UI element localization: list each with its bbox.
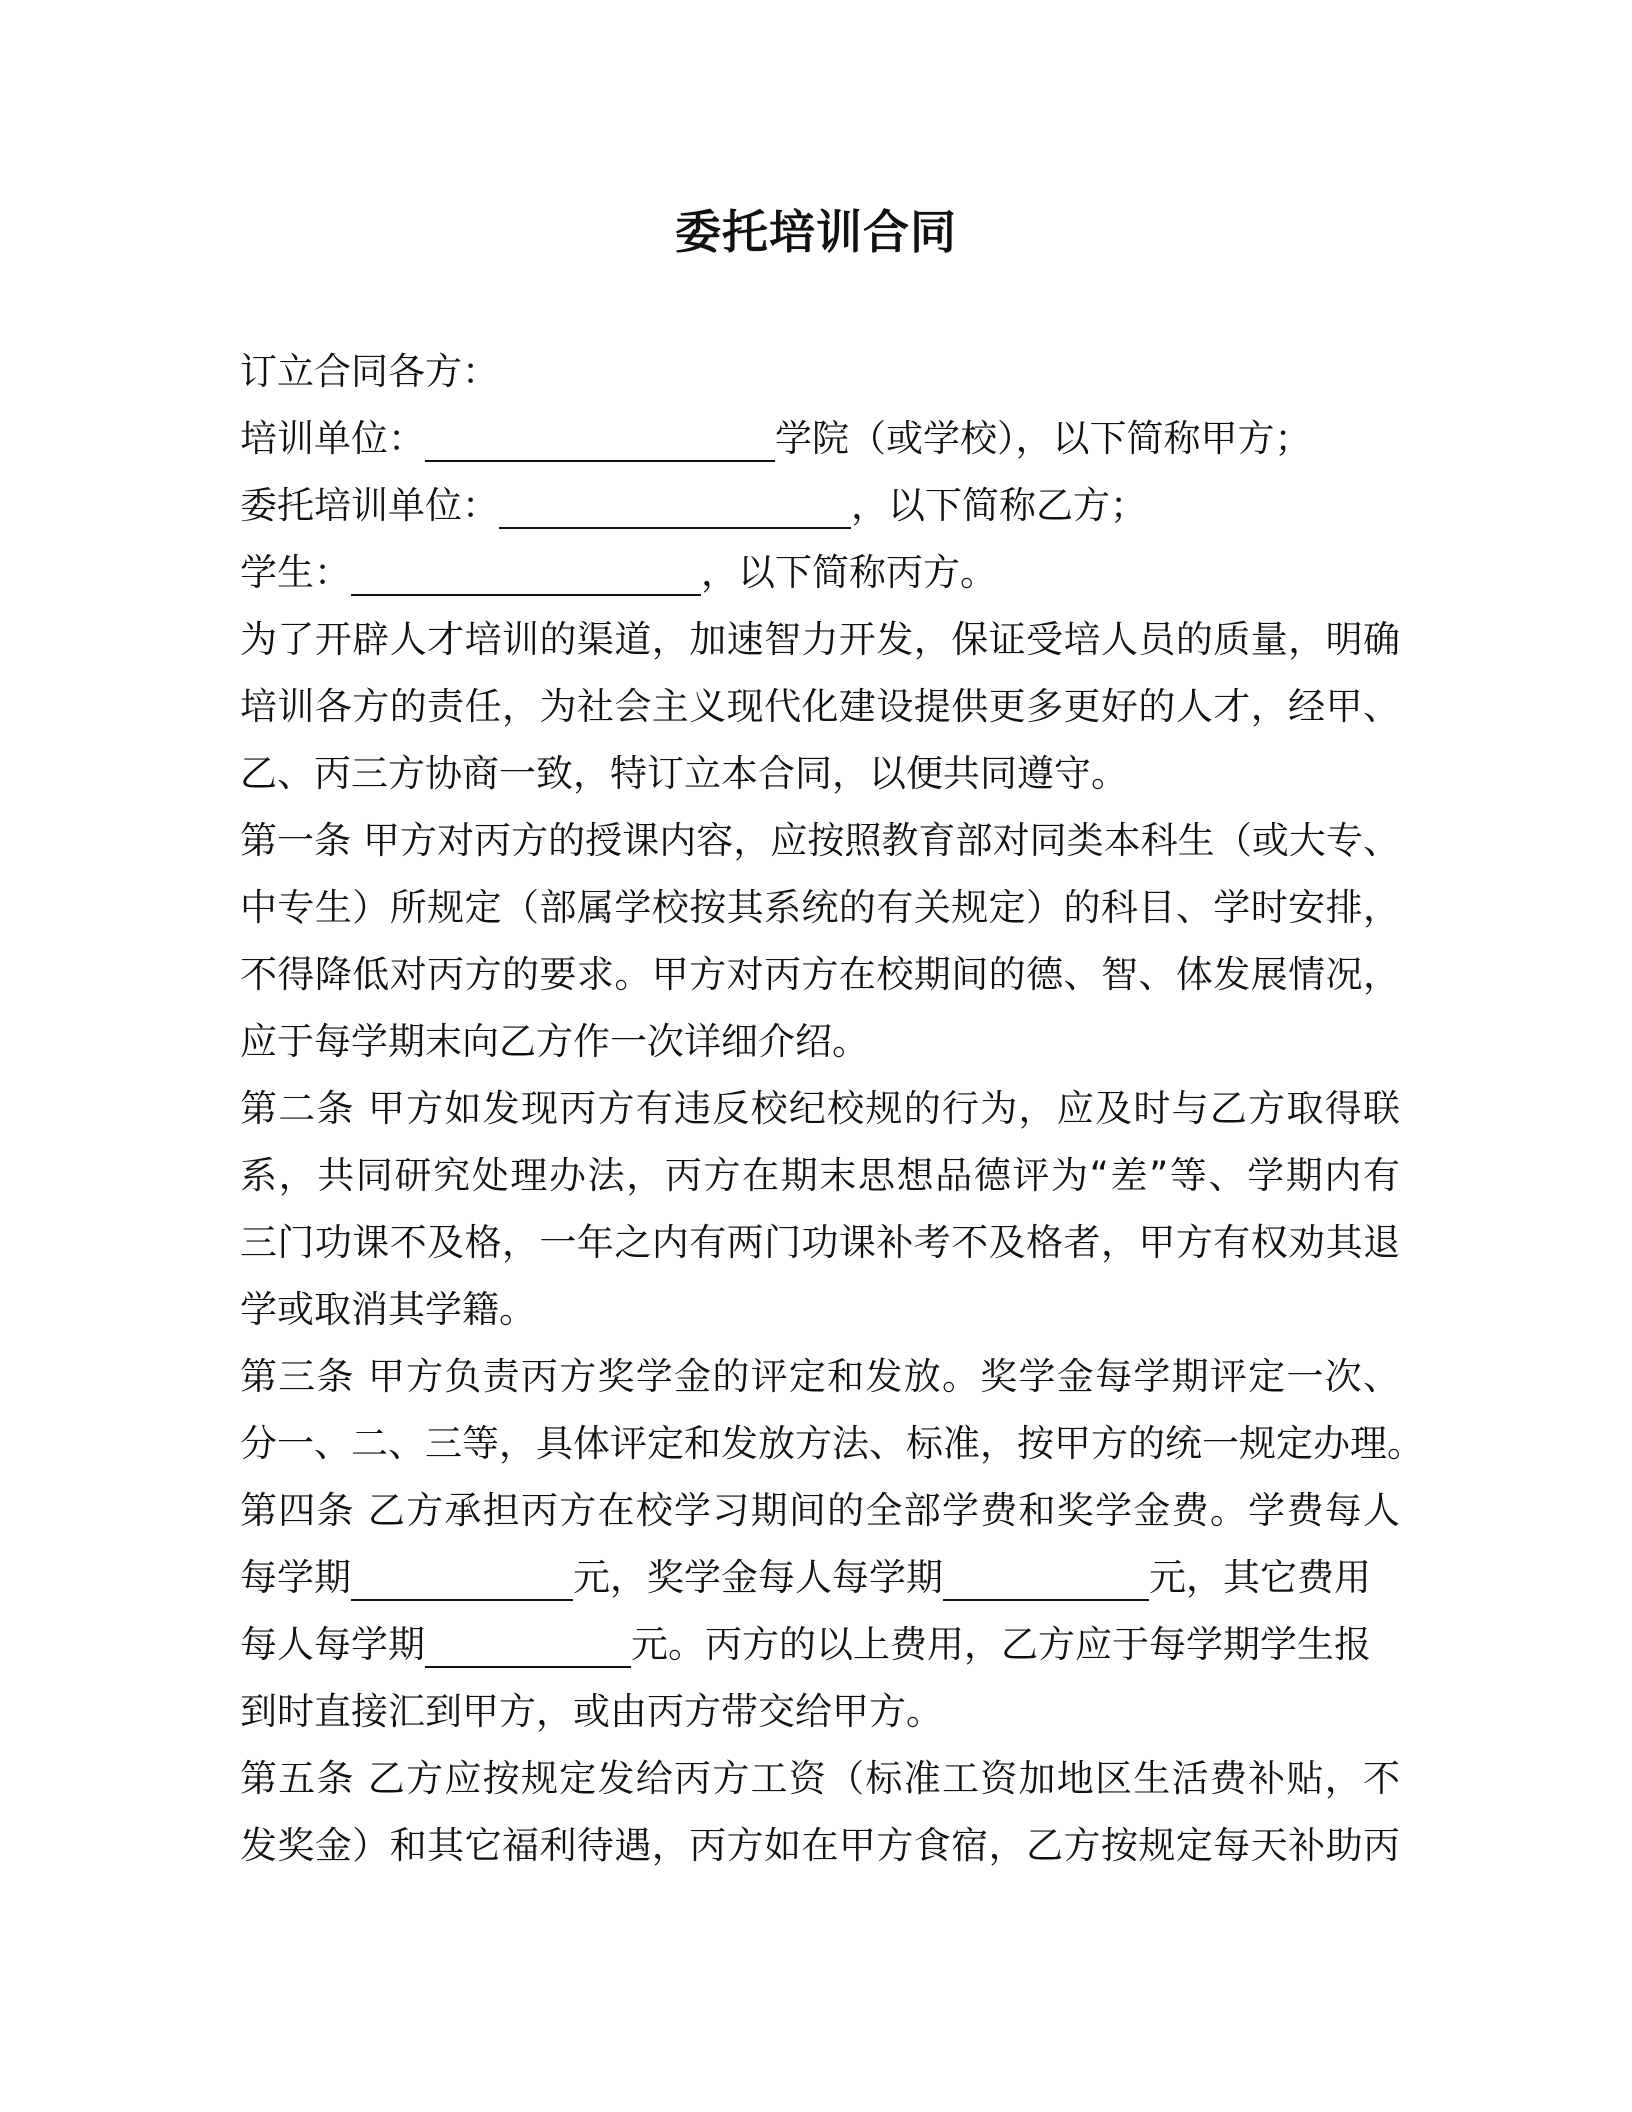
article1-line: 中专生）所规定（部属学校按其系统的有关规定）的科目、学时安排，: [240, 886, 1400, 929]
preamble-line: 乙、丙三方协商一致，特订立本合同，以便共同遵守。: [240, 752, 1128, 795]
party-c-label: 学生：: [240, 551, 351, 594]
preamble-line: 培训各方的责任，为社会主义现代化建设提供更多更好的人才，经甲、: [240, 685, 1400, 728]
preamble-line: 为了开辟人才培训的渠道，加速智力开发，保证受培人员的质量，明确: [240, 618, 1400, 661]
article4-line: 到时直接汇到甲方，或由丙方带交给甲方。: [240, 1690, 943, 1733]
article4-text: 每学期: [240, 1556, 351, 1599]
party-b-blank: [499, 483, 851, 529]
party-a-suffix: 学院（或学校），以下简称甲方；: [775, 417, 1312, 460]
article3-line: 第三条 甲方负责丙方奖学金的评定和发放。奖学金每学期评定一次、: [240, 1355, 1400, 1398]
article2-line: 三门功课不及格，一年之内有两门功课补考不及格者，甲方有权劝其退: [240, 1221, 1400, 1264]
party-a-blank: [425, 416, 775, 462]
party-a-label: 培训单位：: [240, 417, 425, 460]
document-body: [240, 338, 1424, 1879]
article5-line: 发奖金）和其它福利待遇，丙方如在甲方食宿，乙方按规定每天补助丙: [240, 1824, 1400, 1867]
article4-text: 元，奖学金每人每学期: [573, 1556, 943, 1599]
article2-line: 系，共同研究处理办法，丙方在期末思想品德评为“差”等、学期内有: [240, 1154, 1400, 1197]
document-title: 委托培训合同: [675, 205, 957, 259]
article2-line: 第二条 甲方如发现丙方有违反校纪校规的行为，应及时与乙方取得联: [240, 1087, 1400, 1130]
tuition-blank: [351, 1555, 573, 1601]
party-b-line: [240, 472, 1400, 539]
article3-line: 分一、二、三等，具体评定和发放方法、标准，按甲方的统一规定办理。: [240, 1422, 1424, 1465]
article4-line: 第四条 乙方承担丙方在校学习期间的全部学费和奖学金费。学费每人: [240, 1489, 1400, 1532]
party-c-suffix: ，以下简称丙方。: [701, 551, 997, 594]
article2-line: 学或取消其学籍。: [240, 1288, 536, 1331]
article4-text: 元，其它费用: [1149, 1556, 1371, 1599]
party-b-label: 委托培训单位：: [240, 484, 499, 527]
article4-text: 元。丙方的以上费用，乙方应于每学期学生报: [631, 1623, 1371, 1666]
party-b-suffix: ，以下简称乙方；: [851, 484, 1147, 527]
article1-line: 不得降低对丙方的要求。甲方对丙方在校期间的德、智、体发展情况，: [240, 953, 1400, 996]
article1-line: 第一条 甲方对丙方的授课内容，应按照教育部对同类本科生（或大专、: [240, 819, 1400, 862]
article4-fee-line: [240, 1611, 1400, 1678]
parties-heading: 订立合同各方：: [240, 350, 499, 393]
article4-text: 每人每学期: [240, 1623, 425, 1666]
scholarship-blank: [943, 1555, 1149, 1601]
other-fee-blank: [425, 1622, 631, 1668]
article4-fee-line: [240, 1544, 1400, 1611]
article1-line: 应于每学期末向乙方作一次详细介绍。: [240, 1020, 869, 1063]
party-c-blank: [351, 550, 701, 596]
party-a-line: [240, 405, 1400, 472]
party-c-line: [240, 539, 1400, 606]
article5-line: 第五条 乙方应按规定发给丙方工资（标准工资加地区生活费补贴，不: [240, 1757, 1400, 1800]
